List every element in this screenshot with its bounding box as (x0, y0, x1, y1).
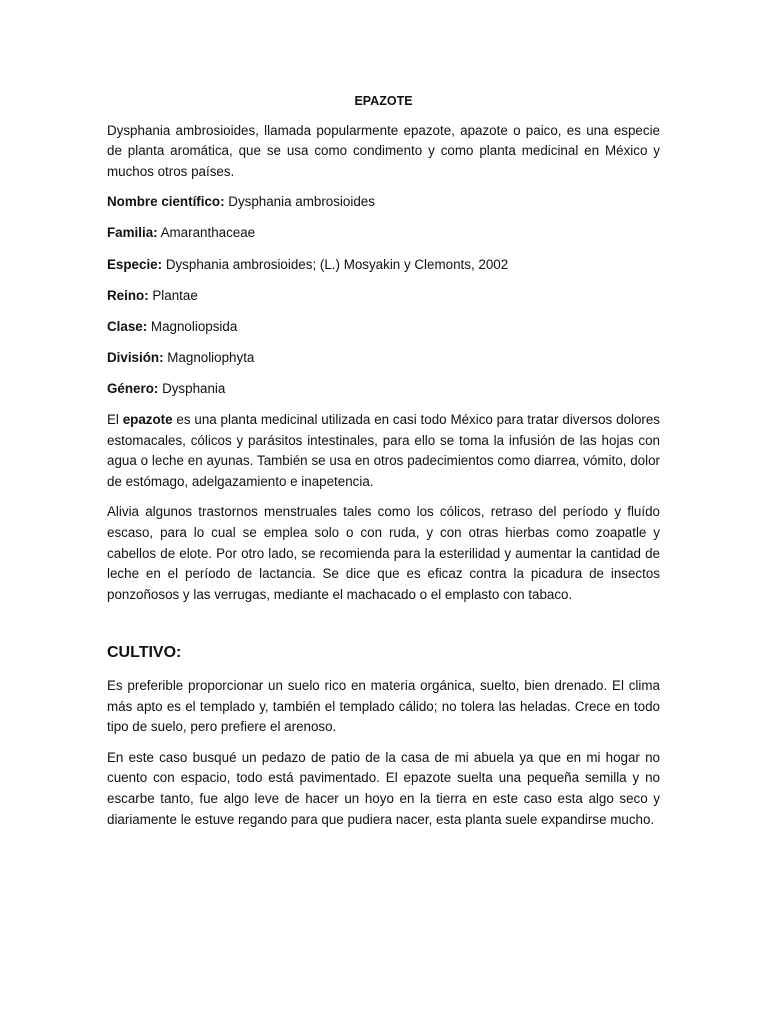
field-value: Dysphania (158, 380, 226, 396)
field-label: Género: (107, 380, 159, 396)
field-especie (107, 255, 660, 276)
intro-paragraph: Dysphania ambrosioides, llamada popularmente epazote, apazote o paico, es una especie de planta aromática, que se usa como condimento y como planta medicinal en México y muchos otros países. (107, 122, 660, 179)
field-value: Amaranthaceae (157, 225, 256, 241)
document-body (107, 91, 660, 840)
paragraph-text: es una planta medicinal utilizada en casi todo México para tratar diversos dolores estomacales, cólicos y parásitos intestinales, para ello se toma la infusión de las hojas con agua o leche en ayunas. También se usa en otros padecimientos como diarrea, vómito, dolor de estómago, adelgazamiento e inapetencia. (107, 412, 660, 489)
field-label: Reino: (107, 287, 149, 303)
field-value: Magnoliopsida (147, 318, 238, 334)
paragraph-prefix: El (107, 412, 123, 428)
epazote-description-paragraph (107, 410, 660, 492)
field-clase (107, 317, 660, 338)
cultivo-paragraph-2: En este caso busqué un pedazo de patio de la casa de mi abuela ya que en mi hogar no cuento con espacio, todo está pavimentado. El epazote suelta una pequeña semilla y no escarbe tanto, fue algo leve de hacer un hoyo en la tierra en este caso esta algo seco y diariamente le estuve regando para que pudiera nacer, esta planta suele expandirse mucho. (107, 749, 660, 827)
field-division (107, 348, 660, 369)
field-label: Clase: (107, 318, 148, 334)
field-label: Nombre científico: (107, 194, 225, 210)
field-value: Magnoliophyta (163, 349, 255, 365)
cultivo-heading: CULTIVO: (107, 644, 182, 662)
field-nombre-cientifico (107, 192, 660, 213)
document-title: EPAZOTE (354, 94, 413, 108)
field-label: Familia: (107, 225, 158, 241)
field-familia (107, 223, 660, 244)
field-value: Plantae (148, 287, 198, 303)
paragraph-bold-term: epazote (122, 412, 173, 428)
field-label: Especie: (107, 256, 163, 272)
uses-paragraph: Alivia algunos trastornos menstruales tales como los cólicos, retraso del período y fluído escaso, para lo cual se emplea solo o con ruda, y con otras hierbas como zoapatle y cabellos de elote. Por otro lado, se recomienda para la esterilidad y aumentar la cantidad de leche en el período de lactancia. Se dice que es eficaz contra la picadura de insectos ponzoñosos y las verrugas, mediante el machacado o el emplasto con tabaco. (107, 504, 660, 602)
field-genero (107, 379, 660, 400)
field-value: Dysphania ambrosioides; (L.) Mosyakin y Clemonts, 2002 (162, 256, 509, 272)
cultivo-paragraph-1: Es preferible proporcionar un suelo rico en materia orgánica, suelto, bien drenado. El clima más apto es el templado y, también el templado cálido; no tolera las heladas. Crece en todo tipo de suelo, pero prefiere el arenoso. (107, 677, 660, 735)
field-value: Dysphania ambrosioides (224, 194, 375, 210)
field-label: División: (107, 349, 164, 365)
field-reino (107, 286, 660, 307)
